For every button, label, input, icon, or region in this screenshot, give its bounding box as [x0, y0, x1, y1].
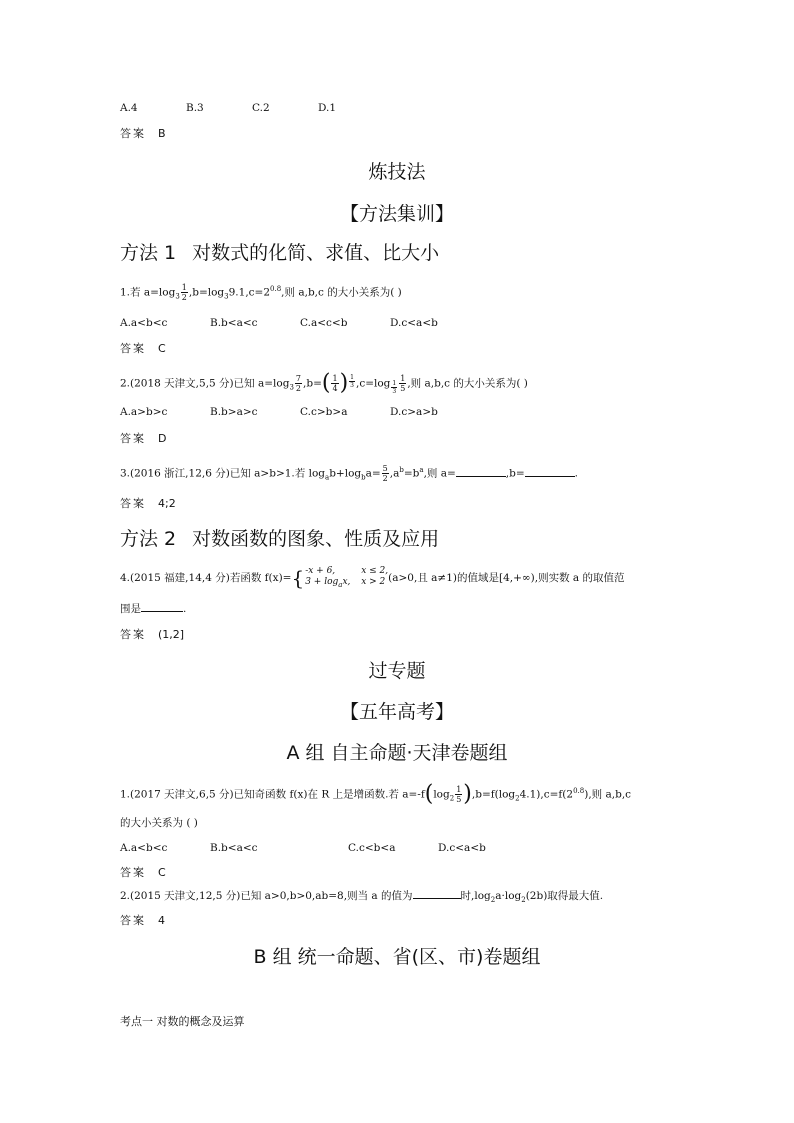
q1-sup: 0.8 [270, 285, 282, 293]
method2-title: 对数函数的图象、性质及应用 [192, 528, 440, 550]
question-a1 [120, 781, 632, 807]
q1-option-d: D.c<a<b [390, 317, 438, 329]
q4-line2-text: 围是 [120, 603, 141, 615]
q3-text-pre: 3.(2016 浙江,12,6 分)已知 a>b>1.若 log [120, 467, 325, 480]
q2-frac2-den: 5 [400, 384, 406, 393]
q3-fraction [382, 464, 389, 483]
question-4 [120, 566, 625, 591]
q2-options [120, 405, 438, 419]
answer-label: 答案 [120, 127, 146, 140]
q2-option-d: D.c>a>b [390, 406, 438, 418]
qa1-answer: C [158, 866, 166, 879]
question-1 [120, 282, 402, 304]
qa1-text-pre: 1.(2017 天津文,6,5 分)已知奇函数 f(x)在 R 上是增函数.若 a=-f [120, 788, 425, 801]
q4-case2: 3 + log [305, 577, 339, 587]
group-b-heading: B 组 统一命题、省(区、市)卷题组 [253, 946, 541, 968]
q4-text-post: (a>0,且 a≠1)的值域是[4,+∞),则实数 a 的取值范 [388, 572, 625, 585]
group-a-heading: A 组 自主命题·天津卷题组 [286, 742, 508, 764]
option-d: D.1 [318, 102, 337, 114]
q1-frac-den: 2 [181, 293, 187, 302]
q4-brace: { [291, 566, 305, 591]
q2-sub: 3 [289, 383, 294, 392]
q3-sup2: a [419, 466, 424, 474]
answer-line [120, 125, 166, 141]
q3-frac-num: 5 [382, 464, 388, 473]
q2-frac2-num: 1 [400, 374, 406, 383]
answer-label: 答案 [120, 342, 146, 355]
qa1-fraction [455, 785, 462, 804]
qa1-paren-open: ( [424, 781, 434, 807]
q4-case1: -x + 6, [305, 566, 336, 576]
question-3 [120, 463, 578, 485]
q2-paren-num: 1 [332, 374, 338, 383]
q3-blank-b[interactable] [525, 466, 575, 477]
answer-label: 答案 [120, 497, 146, 510]
q4-line2 [120, 601, 186, 616]
qa1-option-c: C.c<b<a [348, 842, 396, 854]
q4-text-pre: 4.(2015 福建,14,4 分)若函数 f(x)= [120, 572, 292, 585]
q4-cond1: x ≤ 2, [361, 566, 389, 576]
qa1-log: log [433, 788, 450, 801]
q1-answer: C [158, 342, 166, 355]
q3-sub: a [325, 473, 330, 482]
answer-value: B [158, 127, 166, 140]
qa1-sub2: 2 [515, 794, 520, 803]
q2-text-mid: ,b= [303, 377, 322, 390]
q4-case2-row [305, 577, 388, 591]
q4-case1-row [305, 566, 388, 577]
qa2-text-pre: 2.(2015 天津文,12,5 分)已知 a>0,b>0,ab=8,则当 a 的值为 [120, 890, 413, 902]
section-heading-five-years: 【五年高考】 [339, 701, 454, 723]
q2-fraction [295, 374, 302, 393]
qa2-sub2: 2 [521, 896, 526, 905]
q3-frac-den: 2 [382, 474, 388, 483]
qa1-paren-close: ) [463, 781, 472, 807]
q2-option-a: A.a>b>c [120, 406, 168, 418]
qa2-answer: 4 [158, 914, 165, 927]
qa1-log-sub: 2 [449, 794, 455, 803]
option-c: C.2 [252, 102, 270, 114]
q4-case2-sub: a [338, 580, 343, 589]
qa1-text-post: ),则 a,b,c [584, 788, 632, 801]
q3-sup: b [399, 466, 404, 474]
q3-text-mid: b+log [329, 467, 362, 480]
qa1-option-b: B.b<a<c [210, 842, 258, 854]
method2-num: 方法 2 [120, 528, 177, 550]
question-2 [120, 370, 528, 396]
qa1-answer-line [120, 864, 166, 880]
q4-cond2: x > 2 [361, 577, 386, 587]
q1-answer-line [120, 340, 166, 356]
q3-sub2: b [361, 473, 366, 482]
section-heading-topic: 过专题 [368, 660, 426, 682]
qa2-text-post: (2b)取得最大值. [525, 890, 604, 902]
q1-option-a: A.a<b<c [120, 317, 168, 329]
q1-text-pre: 1.若 a=log [120, 286, 176, 299]
q1-options [120, 316, 438, 330]
q2-exp-den: 3 [350, 382, 354, 389]
q2-fraction2 [399, 374, 406, 393]
qa1-text-mid: ,b=f(log [471, 788, 516, 801]
q2-frac-den: 2 [295, 384, 302, 393]
q2-answer-line [120, 430, 166, 446]
q2-base-den: 3 [392, 387, 397, 395]
qa1-sup: 0.8 [573, 787, 585, 795]
qa2-text-mid: 时,log [460, 890, 491, 902]
q1-fraction [181, 283, 188, 302]
q2-paren-open: ( [321, 370, 331, 396]
q3-text-mid6: ,b= [505, 467, 525, 480]
q3-answer-line [120, 495, 176, 511]
q2-option-c: C.c>b>a [300, 406, 348, 418]
method2-heading [120, 524, 439, 551]
qa1-line2: 的大小关系为 ( ) [120, 817, 198, 829]
q4-case2-post: x, [342, 577, 351, 587]
q2-text-mid2: ,c=log [355, 377, 391, 390]
option-a: A.4 [120, 102, 138, 114]
q2-paren-den: 4 [332, 384, 338, 393]
q3-text-mid4: =b [403, 467, 420, 480]
section-heading-skill: 炼技法 [368, 161, 426, 183]
q4-line2-post: . [183, 603, 187, 615]
q2-exp-num: 1 [350, 374, 354, 381]
kaodian-heading: 考点一 对数的概念及运算 [120, 1015, 245, 1028]
q1-option-b: B.b<a<c [210, 317, 258, 329]
q1-sub2: 3 [224, 292, 229, 301]
q2-paren-close: ) [339, 370, 349, 396]
qa1-frac-den: 5 [456, 795, 462, 804]
qa2-text-mid2: a·log [495, 890, 522, 902]
q1-frac-num: 1 [181, 283, 187, 292]
qa2-blank[interactable] [413, 888, 461, 899]
answer-label: 答案 [120, 914, 146, 927]
q2-paren-fraction [331, 374, 338, 393]
q4-cases [305, 566, 388, 591]
qa1-frac-num: 1 [456, 785, 462, 794]
option-b: B.3 [186, 102, 204, 114]
qa1-option-d: D.c<a<b [438, 842, 486, 854]
qa2-answer-line [120, 912, 165, 928]
qa1-options [120, 841, 486, 855]
method1-title: 对数式的化简、求值、比大小 [192, 242, 440, 264]
top-options-row [120, 101, 336, 115]
q3-text-mid2: a= [365, 467, 381, 480]
q3-text-mid5: ,则 a= [423, 467, 456, 480]
q2-log-base [391, 380, 397, 395]
q3-answer: 4;2 [158, 497, 176, 510]
q3-text-post: . [574, 467, 578, 480]
q2-text-pre: 2.(2018 天津文,5,5 分)已知 a=log [120, 377, 290, 390]
qa1-text-mid2: 4.1),c=f(2 [519, 788, 574, 801]
answer-label: 答案 [120, 628, 146, 641]
method1-heading [120, 238, 439, 265]
q2-frac-num: 7 [295, 374, 302, 383]
q4-answer: (1,2] [158, 628, 185, 641]
q2-text-post: ,则 a,b,c 的大小关系为( ) [407, 377, 528, 390]
q2-answer: D [158, 432, 167, 445]
q2-base-num: 1 [392, 379, 397, 387]
q4-answer-line [120, 626, 184, 642]
q1-text-post: ,则 a,b,c 的大小关系为( ) [281, 286, 402, 299]
answer-label: 答案 [120, 866, 146, 879]
q1-option-c: C.a<c<b [300, 317, 348, 329]
answer-label: 答案 [120, 432, 146, 445]
method1-num: 方法 1 [120, 242, 177, 264]
q2-option-b: B.b>a>c [210, 406, 258, 418]
qa2-sub: 2 [490, 896, 496, 905]
qa1-option-a: A.a<b<c [120, 842, 168, 854]
q1-text-mid2: 9.1,c=2 [228, 286, 271, 299]
section-heading-methods: 【方法集训】 [339, 203, 454, 225]
q3-text-mid3: ,a [389, 467, 400, 480]
q1-text-mid: ,b=log [188, 286, 225, 299]
q4-blank[interactable] [141, 601, 183, 612]
q1-sub: 3 [175, 292, 180, 301]
question-a2 [120, 888, 603, 907]
q3-blank-a[interactable] [456, 466, 506, 477]
q2-exponent [349, 374, 355, 389]
